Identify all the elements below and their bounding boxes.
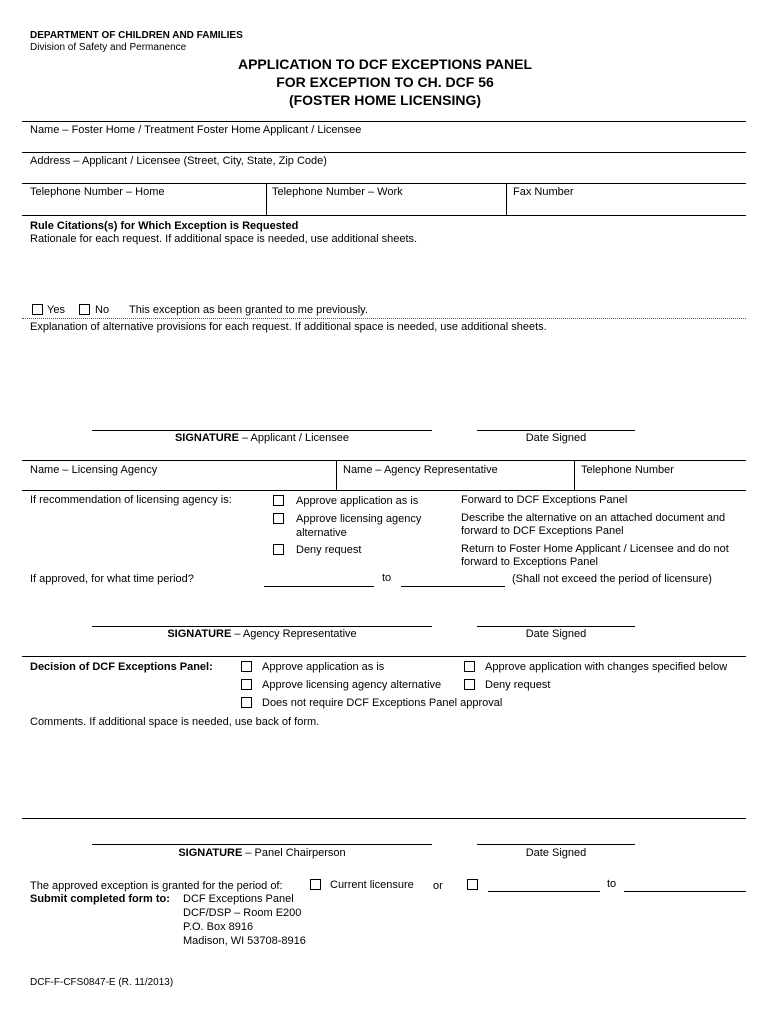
phone-home-label: Telephone Number – Home xyxy=(30,186,165,198)
panel-date-line[interactable] xyxy=(477,844,635,845)
panel-signature-line[interactable] xyxy=(92,844,432,845)
agency-signature-line[interactable] xyxy=(92,626,432,627)
agency-name-label: Name – Licensing Agency xyxy=(30,464,158,476)
fax-label: Fax Number xyxy=(513,186,574,198)
comments-label: Comments. If additional space is needed, use back of form. xyxy=(30,716,320,728)
no-checkbox[interactable] xyxy=(79,304,90,315)
agency-date-label: Date Signed xyxy=(525,628,587,640)
panel-approve-alternative-label: Approve licensing agency alternative xyxy=(262,679,442,691)
or-label: or xyxy=(433,880,443,892)
rule-citations-heading: Rule Citations(s) for Which Exception is Requested xyxy=(30,220,299,232)
cell-divider xyxy=(574,460,575,490)
rec-deny-checkbox[interactable] xyxy=(273,544,284,555)
divider xyxy=(22,121,746,122)
rec-instruction-1: Forward to DCF Exceptions Panel xyxy=(461,494,628,506)
divider xyxy=(22,490,746,491)
divider xyxy=(22,152,746,153)
time-period-label: If approved, for what time period? xyxy=(30,573,194,585)
rec-instruction-3-line2: forward to Exceptions Panel xyxy=(461,556,598,568)
cell-divider xyxy=(506,183,507,215)
rec-approve-alternative-label-1: Approve licensing agency xyxy=(296,513,422,525)
custom-period-checkbox[interactable] xyxy=(467,879,478,890)
applicant-date-label: Date Signed xyxy=(525,432,587,444)
panel-approve-changes-label: Approve application with changes specified below xyxy=(485,661,728,673)
rec-instruction-3-line1: Return to Foster Home Applicant / Licensee and do not xyxy=(461,543,729,555)
no-label: No xyxy=(95,304,110,316)
panel-date-label: Date Signed xyxy=(525,847,587,859)
custom-period-to-label: to xyxy=(607,878,617,890)
rec-instruction-2-line2: forward to DCF Exceptions Panel xyxy=(461,525,624,537)
rec-approve-as-is-checkbox[interactable] xyxy=(273,495,284,506)
applicant-date-line[interactable] xyxy=(477,430,635,431)
panel-deny-label: Deny request xyxy=(485,679,551,691)
divider xyxy=(22,183,746,184)
agency-phone-label: Telephone Number xyxy=(581,464,674,476)
current-licensure-checkbox[interactable] xyxy=(310,879,321,890)
custom-period-end-field[interactable] xyxy=(624,891,746,892)
department-name: DEPARTMENT OF CHILDREN AND FAMILIES xyxy=(30,30,243,41)
panel-approve-as-is-checkbox[interactable] xyxy=(241,661,252,672)
address-line-4: Madison, WI 53708-8916 xyxy=(183,935,306,947)
address-line-1: DCF Exceptions Panel xyxy=(183,893,294,905)
address-line-2: DCF/DSP – Room E200 xyxy=(183,907,302,919)
rec-deny-label: Deny request xyxy=(296,544,362,556)
divider xyxy=(22,215,746,216)
submit-label: Submit completed form to: xyxy=(30,893,170,905)
form-title-line3: (FOSTER HOME LICENSING) xyxy=(288,92,482,108)
panel-decision-label: Decision of DCF Exceptions Panel: xyxy=(30,661,213,673)
rec-instruction-2-line1: Describe the alternative on an attached document and xyxy=(461,512,726,524)
divider xyxy=(22,656,746,657)
period-to-label: to xyxy=(382,572,392,584)
address-line-3: P.O. Box 8916 xyxy=(183,921,254,933)
agency-rep-label: Name – Agency Representative xyxy=(343,464,498,476)
agency-date-line[interactable] xyxy=(477,626,635,627)
granted-period-label: The approved exception is granted for the period of: xyxy=(30,880,283,892)
applicant-address-label: Address – Applicant / Licensee (Street, City, State, Zip Code) xyxy=(30,155,327,167)
yes-label: Yes xyxy=(47,304,65,316)
form-title-line1: APPLICATION TO DCF EXCEPTIONS PANEL xyxy=(237,56,533,72)
current-licensure-label: Current licensure xyxy=(330,879,414,891)
panel-signature-caption: SIGNATURE – Panel Chairperson xyxy=(178,847,346,859)
rec-approve-as-is-label: Approve application as is xyxy=(296,495,419,507)
period-note: (Shall not exceed the period of licensure) xyxy=(512,573,712,585)
form-title-line2: FOR EXCEPTION TO CH. DCF 56 xyxy=(276,74,494,90)
period-start-field[interactable] xyxy=(264,586,374,587)
applicant-signature-caption: SIGNATURE – Applicant / Licensee xyxy=(174,432,350,444)
explanation-label: Explanation of alternative provisions for each request. If additional space is needed, use additional sheets. xyxy=(30,321,547,333)
rec-approve-alternative-checkbox[interactable] xyxy=(273,513,284,524)
panel-deny-checkbox[interactable] xyxy=(464,679,475,690)
agency-signature-caption: SIGNATURE – Agency Representative xyxy=(167,628,357,640)
cell-divider xyxy=(336,460,337,490)
divider xyxy=(22,818,746,819)
recommendation-label: If recommendation of licensing agency is: xyxy=(30,494,232,506)
panel-approve-changes-checkbox[interactable] xyxy=(464,661,475,672)
period-end-field[interactable] xyxy=(401,586,505,587)
phone-work-label: Telephone Number – Work xyxy=(272,186,403,198)
panel-approve-alternative-checkbox[interactable] xyxy=(241,679,252,690)
yes-checkbox[interactable] xyxy=(32,304,43,315)
applicant-name-label: Name – Foster Home / Treatment Foster Home Applicant / Licensee xyxy=(30,124,362,136)
panel-not-required-checkbox[interactable] xyxy=(241,697,252,708)
cell-divider xyxy=(266,183,267,215)
divider xyxy=(22,460,746,461)
dotted-divider xyxy=(22,318,746,319)
rec-approve-alternative-label-2: alternative xyxy=(296,527,347,539)
previously-granted-text: This exception as been granted to me previously. xyxy=(129,304,368,316)
custom-period-start-field[interactable] xyxy=(488,891,600,892)
division-name: Division of Safety and Permanence xyxy=(30,42,187,53)
panel-approve-as-is-label: Approve application as is xyxy=(262,661,385,673)
applicant-signature-line[interactable] xyxy=(92,430,432,431)
form-id: DCF-F-CFS0847-E (R. 11/2013) xyxy=(30,977,174,988)
rationale-label: Rationale for each request. If additional space is needed, use additional sheets. xyxy=(30,233,418,245)
panel-not-required-label: Does not require DCF Exceptions Panel approval xyxy=(262,697,503,709)
